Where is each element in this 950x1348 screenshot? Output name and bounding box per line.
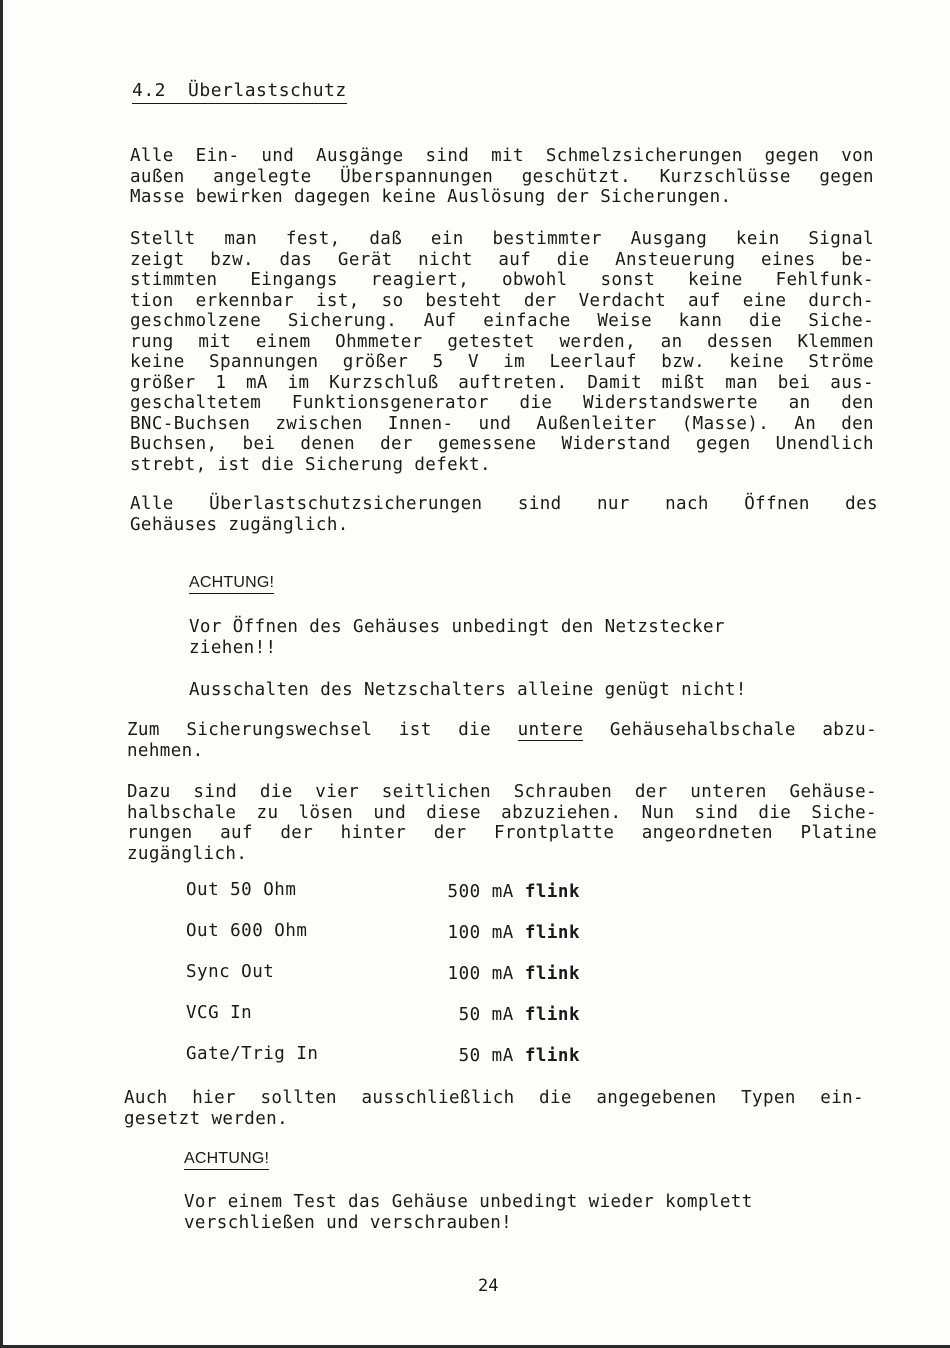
text-line: BNC-Buchsen zwischen Innen- und Außenleiter (Masse). An den — [130, 413, 874, 434]
paragraph-access — [130, 494, 878, 535]
warning-line: Vor einem Test das Gehäuse unbedingt wieder komplett — [184, 1192, 753, 1212]
text-line: größer 1 mA im Kurzschluß auftreten. Damit mißt man bei aus- — [130, 372, 874, 393]
fuse-row — [186, 1003, 606, 1044]
section-title: Überlastschutz — [188, 80, 347, 101]
fuse-table — [186, 880, 606, 1085]
fuse-type: flink — [524, 1005, 580, 1025]
fuse-type: flink — [524, 964, 580, 984]
fuse-row — [186, 921, 606, 962]
text-line: zeigt bzw. das Gerät nicht auf die Ansteuerung eines be- — [130, 249, 874, 270]
text-line: geschaltetem Funktionsgenerator die Widerstandswerte an den — [130, 393, 874, 413]
text-line: außen angelegte Überspannungen geschützt. Kurzschlüsse gegen — [130, 166, 874, 187]
text-line: Stellt man fest, daß ein bestimmter Ausgang kein Signal — [130, 229, 874, 249]
text-segment: Zum Sicherungswechsel ist die — [127, 720, 518, 740]
underlined-word: untere — [517, 720, 584, 740]
fuse-current: 100 mA — [447, 964, 514, 984]
text-line: Masse bewirken dagegen keine Auslösung der Sicherungen. — [130, 187, 732, 207]
warning-text-2 — [184, 1192, 753, 1233]
paragraph-fuse-change — [127, 720, 877, 761]
fuse-name: Sync Out — [186, 962, 275, 982]
text-line: Buchsen, bei denen der gemessene Widerstand gegen Unendlich — [130, 434, 874, 454]
text-line: nehmen. — [127, 740, 204, 761]
text-line: Alle Überlastschutzsicherungen sind nur nach Öffnen des — [130, 494, 878, 514]
text-line — [127, 720, 877, 741]
page-number: 24 — [478, 1276, 499, 1296]
fuse-row — [186, 1044, 606, 1085]
text-line: Alle Ein- und Ausgänge sind mit Schmelzsicherungen gegen von — [130, 146, 874, 166]
text-segment: Gehäusehalbschale abzu- — [583, 720, 878, 740]
text-line: Dazu sind die vier seitlichen Schrauben der unteren Gehäuse- — [127, 782, 877, 802]
text-line: strebt, ist die Sicherung defekt. — [130, 454, 491, 475]
fuse-row — [186, 880, 606, 921]
text-line: halbschale zu lösen und diese abzuziehen. Nun sind die Siche- — [127, 802, 877, 823]
text-line: gesetzt werden. — [124, 1108, 289, 1129]
fuse-current: 500 mA — [447, 882, 514, 902]
section-heading — [132, 80, 347, 104]
text-line: stimmten Eingangs reagiert, obwohl sonst keine Fehlfunk- — [130, 270, 874, 290]
fuse-type: flink — [524, 923, 580, 943]
fuse-rating — [434, 964, 580, 984]
page-edge-left — [0, 0, 3, 1348]
warning-text-1b: Ausschalten des Netzschalters alleine genügt nicht! — [189, 680, 747, 700]
text-line: geschmolzene Sicherung. Auf einfache Weise kann die Siche- — [130, 311, 874, 331]
paragraph-fuse-test — [130, 229, 874, 475]
fuse-current: 100 mA — [447, 923, 514, 943]
fuse-rating — [434, 1046, 580, 1066]
warning-label-1: ACHTUNG! — [189, 574, 274, 594]
fuse-name: Gate/Trig In — [186, 1044, 319, 1064]
fuse-current: 50 mA — [458, 1005, 514, 1025]
warning-text-1 — [189, 617, 725, 658]
text-line: keine Spannungen größer 5 V im Leerlauf bzw. keine Ströme — [130, 352, 874, 372]
fuse-row — [186, 962, 606, 1003]
warning-label-2: ACHTUNG! — [184, 1150, 269, 1170]
paragraph-fuse-intro — [130, 146, 874, 208]
text-line: rung mit einem Ohmmeter getestet werden, an dessen Klemmen — [130, 331, 874, 352]
fuse-rating — [434, 923, 580, 943]
text-line: Auch hier sollten ausschließlich die angegebenen Typen ein- — [124, 1088, 864, 1108]
warning-line: verschließen und verschrauben! — [184, 1212, 513, 1233]
fuse-type: flink — [524, 1046, 580, 1066]
text-line: rungen auf der hinter der Frontplatte angeordneten Platine — [127, 823, 877, 843]
fuse-type: flink — [524, 882, 580, 902]
fuse-current: 50 mA — [458, 1046, 514, 1066]
paragraph-screws — [127, 782, 877, 864]
fuse-rating — [434, 1005, 580, 1025]
fuse-name: VCG In — [186, 1003, 253, 1023]
paragraph-types — [124, 1088, 864, 1129]
text-line: zugänglich. — [127, 843, 248, 864]
fuse-name: Out 600 Ohm — [186, 921, 308, 941]
text-line: Gehäuses zugänglich. — [130, 514, 349, 535]
fuse-name: Out 50 Ohm — [186, 880, 297, 900]
warning-line: ziehen!! — [189, 637, 277, 658]
warning-line: Vor Öffnen des Gehäuses unbedingt den Netzstecker — [189, 617, 725, 637]
section-number: 4.2 — [132, 80, 167, 101]
fuse-rating — [434, 882, 580, 902]
text-line: tion erkennbar ist, so besteht der Verdacht auf eine durch- — [130, 290, 874, 311]
